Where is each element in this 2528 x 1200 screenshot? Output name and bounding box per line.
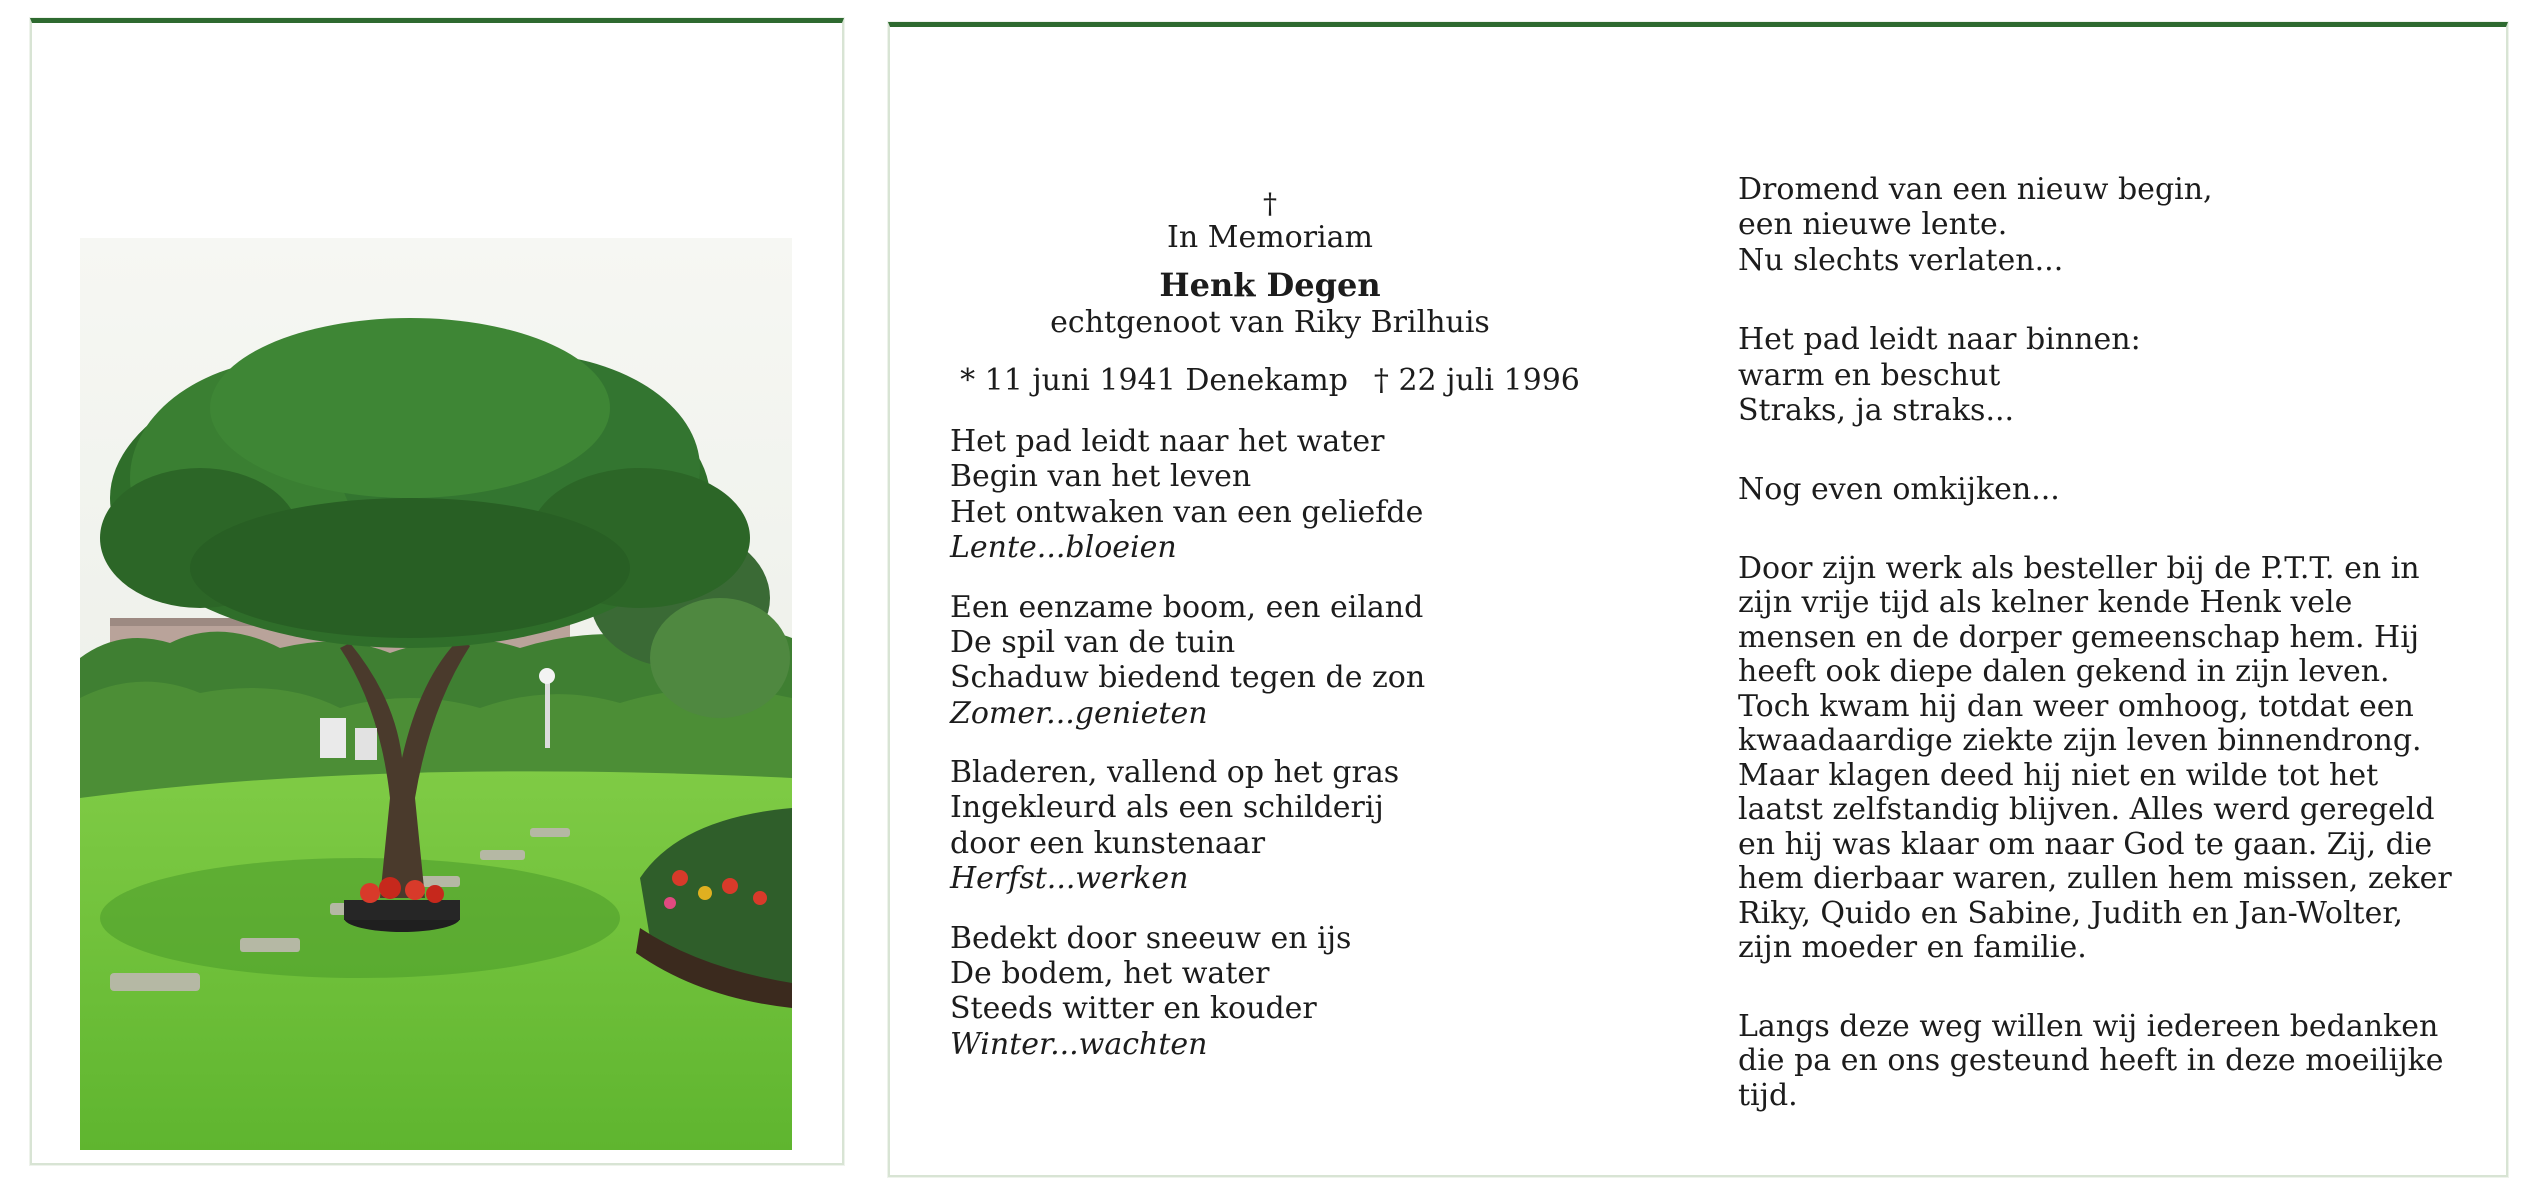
poem-line: Het pad leidt naar binnen: <box>1738 322 2141 358</box>
garden-tree-photo <box>80 238 792 1150</box>
left-column <box>950 187 1590 1086</box>
poem-stanza-summer <box>950 590 1590 732</box>
dates-line <box>950 363 1590 398</box>
poem-stanza-look-back <box>1738 472 2458 507</box>
right-column <box>1738 172 2458 1157</box>
poem-stanza-path-inward <box>1738 322 2458 428</box>
poem-line: De bodem, het water <box>950 956 1270 992</box>
poem-line: door een kunstenaar <box>950 825 1266 861</box>
poem-line: Ingekleurd als een schilderij <box>950 790 1384 826</box>
poem-stanza-spring <box>950 424 1590 566</box>
poem-line: Het pad leidt naar het water <box>950 423 1385 459</box>
poem-line: Steeds witter en kouder <box>950 991 1317 1027</box>
poem-line: een nieuwe lente. <box>1738 207 2008 243</box>
memorial-text-card <box>888 22 2508 1177</box>
season-label: Herfst...werken <box>950 861 1189 897</box>
poem-line: Schaduw biedend tegen de zon <box>950 660 1426 696</box>
poem-line: Begin van het leven <box>950 459 1252 495</box>
poem-line: Een eenzame boom, een eiland <box>950 589 1424 625</box>
poem-stanza-new-beginning <box>1738 172 2458 278</box>
poem-line: Nu slechts verlaten... <box>1738 242 2064 278</box>
deceased-name: Henk Degen <box>1159 266 1381 305</box>
memoriam-heading: In Memoriam <box>1167 220 1373 256</box>
cross-symbol: † <box>1263 187 1277 220</box>
poem-line: De spil van de tuin <box>950 624 1236 660</box>
poem-line: Bladeren, vallend op het gras <box>950 755 1400 791</box>
season-label: Lente...bloeien <box>950 530 1177 566</box>
poem-line: Bedekt door sneeuw en ijs <box>950 920 1352 956</box>
poem-line: Straks, ja straks... <box>1738 392 2015 428</box>
poem-stanza-winter <box>950 921 1590 1063</box>
spouse-line: echtgenoot van Riky Brilhuis <box>1050 305 1490 341</box>
birth-date: * 11 juni 1941 Denekamp <box>960 362 1348 398</box>
death-date: † 22 juli 1996 <box>1373 362 1580 398</box>
poem-stanza-autumn <box>950 755 1590 897</box>
garden-tree-illustration <box>80 238 792 1150</box>
season-label: Zomer...genieten <box>950 695 1208 731</box>
biography-paragraph: Door zijn werk als besteller bij de P.T.T. en in zijn vrije tijd als kelner kende Henk vele mensen en de dorper gemeenschap hem. Hij heeft ook diepe dalen gekend in zijn leven. Toch kwam hij dan weer omhoog, totdat een kwaadaardige ziekte zijn leven binnendrong. Maar klagen deed hij niet en wilde tot het laatst zelfstandig blijven. Alles werd geregeld en hij was klaar om naar God te gaan. Zij, die hem dierbaar waren, zullen hem missen, zeker Riky, Quido en Sabine, Judith en Jan-Wolter, zijn moeder en familie. <box>1738 550 2452 966</box>
poem-line: Nog even omkijken... <box>1738 472 2060 508</box>
poem-line: warm en beschut <box>1738 357 2001 393</box>
photo-card <box>30 18 844 1165</box>
poem-line: Het ontwaken van een geliefde <box>950 494 1424 530</box>
thanks-paragraph: Langs deze weg willen wij iedereen bedanken die pa en ons gesteund heeft in deze moeilijke tijd. <box>1738 1008 2444 1113</box>
season-label: Winter...wachten <box>950 1026 1208 1062</box>
poem-line: Dromend van een nieuw begin, <box>1738 172 2213 207</box>
